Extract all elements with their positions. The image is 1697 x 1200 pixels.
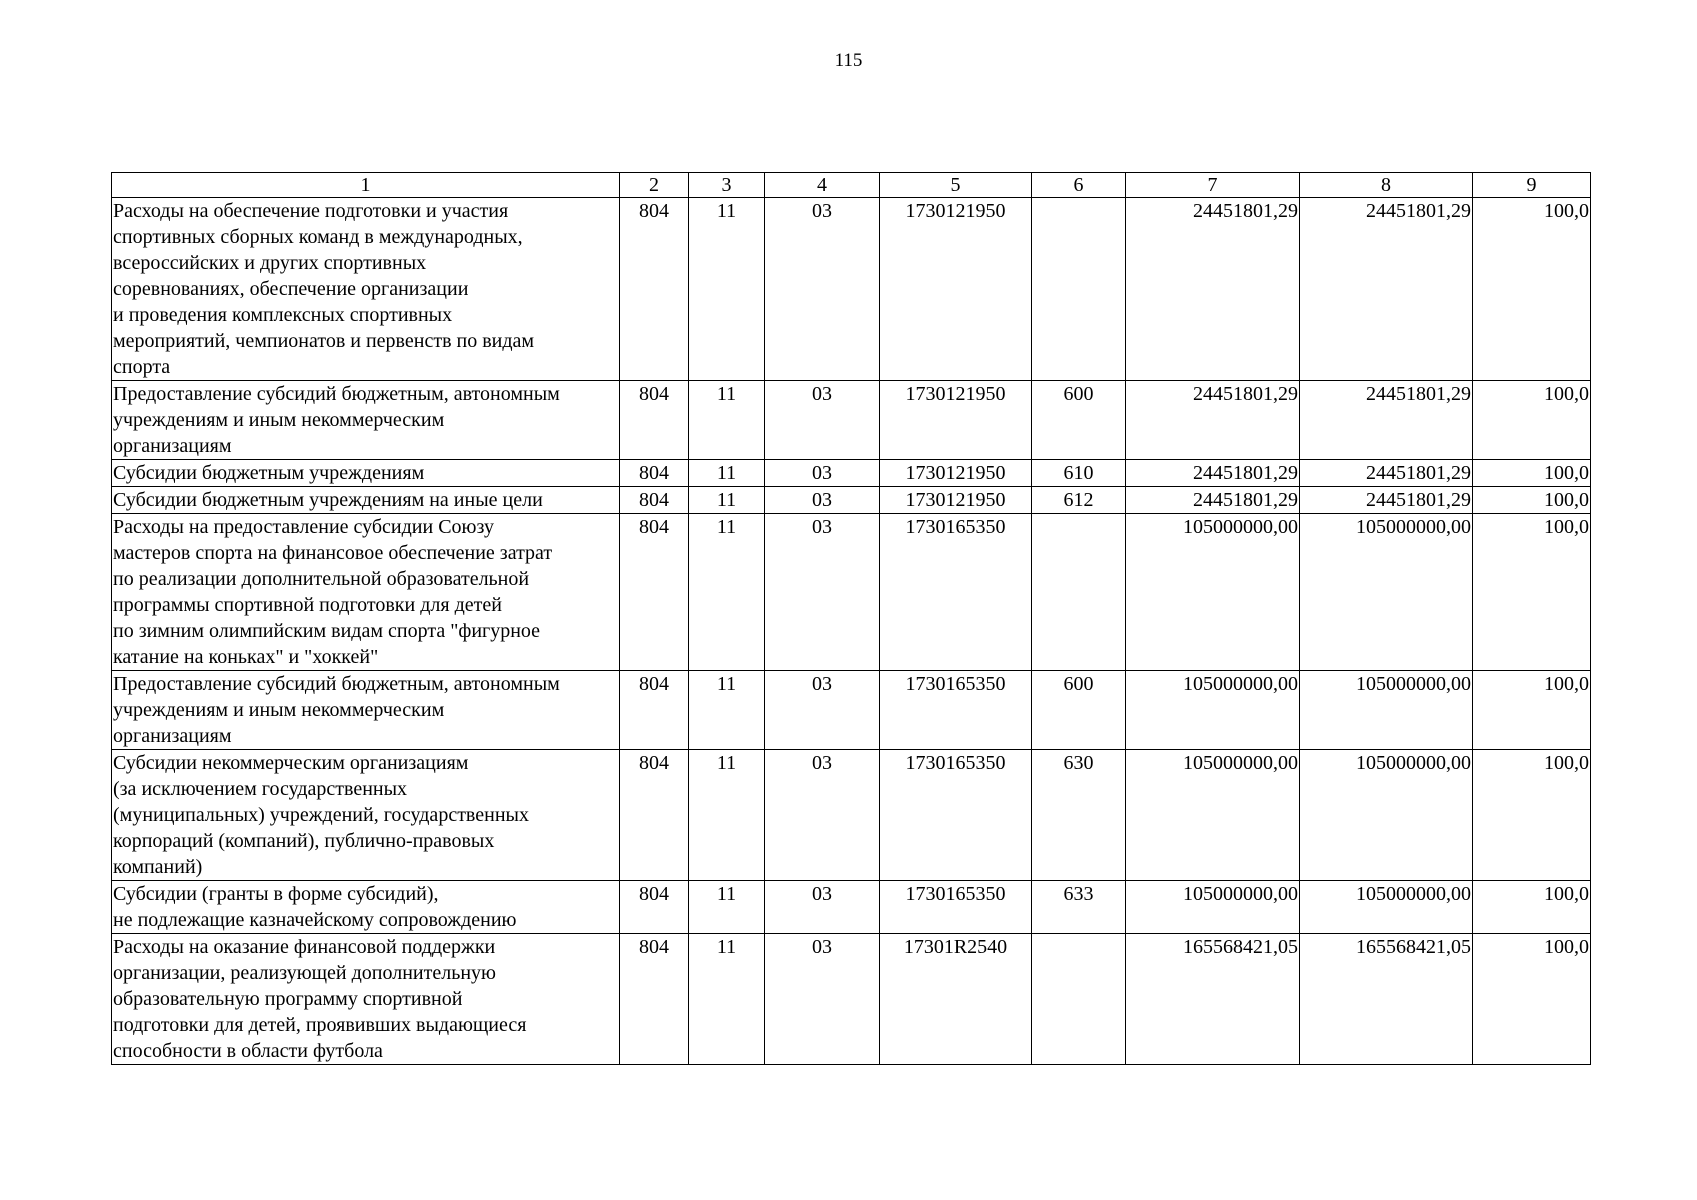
- section-code: 11: [689, 460, 765, 487]
- table-row: [112, 934, 1591, 1065]
- amount-executed: 165568421,05: [1300, 934, 1473, 1065]
- amount-executed: 105000000,00: [1300, 881, 1473, 934]
- budget-table: [111, 172, 1591, 1065]
- expense-name: Расходы на оказание финансовой поддержки организации, реализующей дополнительную образовательную программу спортивной подготовки для детей, проявивших выдающиеся способности в области футбола: [112, 934, 620, 1065]
- expense-name: Расходы на предоставление субсидии Союзу мастеров спорта на финансовое обеспечение затрат по реализации дополнительной образовательной программы спортивной подготовки для детей по зимним олимпийским видам спорта "фигурное катание на коньках" и "хоккей": [112, 514, 620, 671]
- subsection-code: 03: [765, 487, 880, 514]
- subsection-code: 03: [765, 381, 880, 460]
- subsection-code: 03: [765, 881, 880, 934]
- table-row: [112, 750, 1591, 881]
- execution-percent: 100,0: [1473, 514, 1591, 671]
- expense-type: 630: [1032, 750, 1126, 881]
- amount-planned: 105000000,00: [1126, 750, 1300, 881]
- target-article: 1730121950: [880, 381, 1032, 460]
- table-row: [112, 381, 1591, 460]
- execution-percent: 100,0: [1473, 487, 1591, 514]
- table-row: [112, 671, 1591, 750]
- section-code: 11: [689, 198, 765, 381]
- amount-planned: 24451801,29: [1126, 487, 1300, 514]
- column-header: 1: [112, 173, 620, 198]
- amount-executed: 24451801,29: [1300, 198, 1473, 381]
- table-row: [112, 460, 1591, 487]
- ministry-code: 804: [620, 381, 689, 460]
- table-row: [112, 198, 1591, 381]
- section-code: 11: [689, 934, 765, 1065]
- ministry-code: 804: [620, 750, 689, 881]
- subsection-code: 03: [765, 198, 880, 381]
- execution-percent: 100,0: [1473, 198, 1591, 381]
- ministry-code: 804: [620, 671, 689, 750]
- amount-executed: 105000000,00: [1300, 671, 1473, 750]
- amount-planned: 24451801,29: [1126, 381, 1300, 460]
- section-code: 11: [689, 381, 765, 460]
- target-article: 1730121950: [880, 487, 1032, 514]
- execution-percent: 100,0: [1473, 460, 1591, 487]
- amount-planned: 24451801,29: [1126, 460, 1300, 487]
- table-row: [112, 487, 1591, 514]
- amount-planned: 105000000,00: [1126, 671, 1300, 750]
- expense-name: Предоставление субсидий бюджетным, автономным учреждениям и иным некоммерческим организациям: [112, 671, 620, 750]
- table-row: [112, 514, 1591, 671]
- target-article: 1730165350: [880, 750, 1032, 881]
- ministry-code: 804: [620, 487, 689, 514]
- section-code: 11: [689, 881, 765, 934]
- amount-planned: 105000000,00: [1126, 881, 1300, 934]
- column-header: 6: [1032, 173, 1126, 198]
- execution-percent: 100,0: [1473, 750, 1591, 881]
- subsection-code: 03: [765, 671, 880, 750]
- ministry-code: 804: [620, 514, 689, 671]
- column-header: 8: [1300, 173, 1473, 198]
- target-article: 1730165350: [880, 671, 1032, 750]
- amount-planned: 165568421,05: [1126, 934, 1300, 1065]
- execution-percent: 100,0: [1473, 881, 1591, 934]
- amount-executed: 24451801,29: [1300, 381, 1473, 460]
- expense-type: 612: [1032, 487, 1126, 514]
- expense-type: [1032, 198, 1126, 381]
- target-article: 17301R2540: [880, 934, 1032, 1065]
- amount-executed: 24451801,29: [1300, 460, 1473, 487]
- execution-percent: 100,0: [1473, 934, 1591, 1065]
- expense-type: 633: [1032, 881, 1126, 934]
- expense-name: Субсидии некоммерческим организациям (за исключением государственных (муниципальных) учреждений, государственных корпораций (компаний), публично-правовых компаний): [112, 750, 620, 881]
- header-row: [112, 173, 1591, 198]
- amount-executed: 24451801,29: [1300, 487, 1473, 514]
- expense-name: Предоставление субсидий бюджетным, автономным учреждениям и иным некоммерческим организациям: [112, 381, 620, 460]
- subsection-code: 03: [765, 750, 880, 881]
- amount-executed: 105000000,00: [1300, 514, 1473, 671]
- column-header: 2: [620, 173, 689, 198]
- expense-type: 600: [1032, 671, 1126, 750]
- expense-name: Субсидии (гранты в форме субсидий), не подлежащие казначейскому сопровождению: [112, 881, 620, 934]
- column-header: 5: [880, 173, 1032, 198]
- target-article: 1730165350: [880, 881, 1032, 934]
- section-code: 11: [689, 671, 765, 750]
- column-header: 4: [765, 173, 880, 198]
- execution-percent: 100,0: [1473, 671, 1591, 750]
- target-article: 1730165350: [880, 514, 1032, 671]
- section-code: 11: [689, 750, 765, 881]
- section-code: 11: [689, 487, 765, 514]
- expense-type: [1032, 934, 1126, 1065]
- expense-type: 600: [1032, 381, 1126, 460]
- execution-percent: 100,0: [1473, 381, 1591, 460]
- column-header: 3: [689, 173, 765, 198]
- subsection-code: 03: [765, 460, 880, 487]
- page-number: 115: [834, 50, 863, 71]
- section-code: 11: [689, 514, 765, 671]
- column-header: 9: [1473, 173, 1591, 198]
- column-header: 7: [1126, 173, 1300, 198]
- subsection-code: 03: [765, 514, 880, 671]
- target-article: 1730121950: [880, 198, 1032, 381]
- expense-type: 610: [1032, 460, 1126, 487]
- expense-type: [1032, 514, 1126, 671]
- subsection-code: 03: [765, 934, 880, 1065]
- target-article: 1730121950: [880, 460, 1032, 487]
- amount-planned: 105000000,00: [1126, 514, 1300, 671]
- amount-planned: 24451801,29: [1126, 198, 1300, 381]
- ministry-code: 804: [620, 460, 689, 487]
- ministry-code: 804: [620, 881, 689, 934]
- expense-name: Субсидии бюджетным учреждениям: [112, 460, 620, 487]
- table-row: [112, 881, 1591, 934]
- expense-name: Расходы на обеспечение подготовки и участия спортивных сборных команд в международных, всероссийских и других спортивных соревнованиях, обеспечение организации и проведения комплексных спортивных мероприятий, чемпионатов и первенств по видам спорта: [112, 198, 620, 381]
- ministry-code: 804: [620, 934, 689, 1065]
- amount-executed: 105000000,00: [1300, 750, 1473, 881]
- ministry-code: 804: [620, 198, 689, 381]
- expense-name: Субсидии бюджетным учреждениям на иные цели: [112, 487, 620, 514]
